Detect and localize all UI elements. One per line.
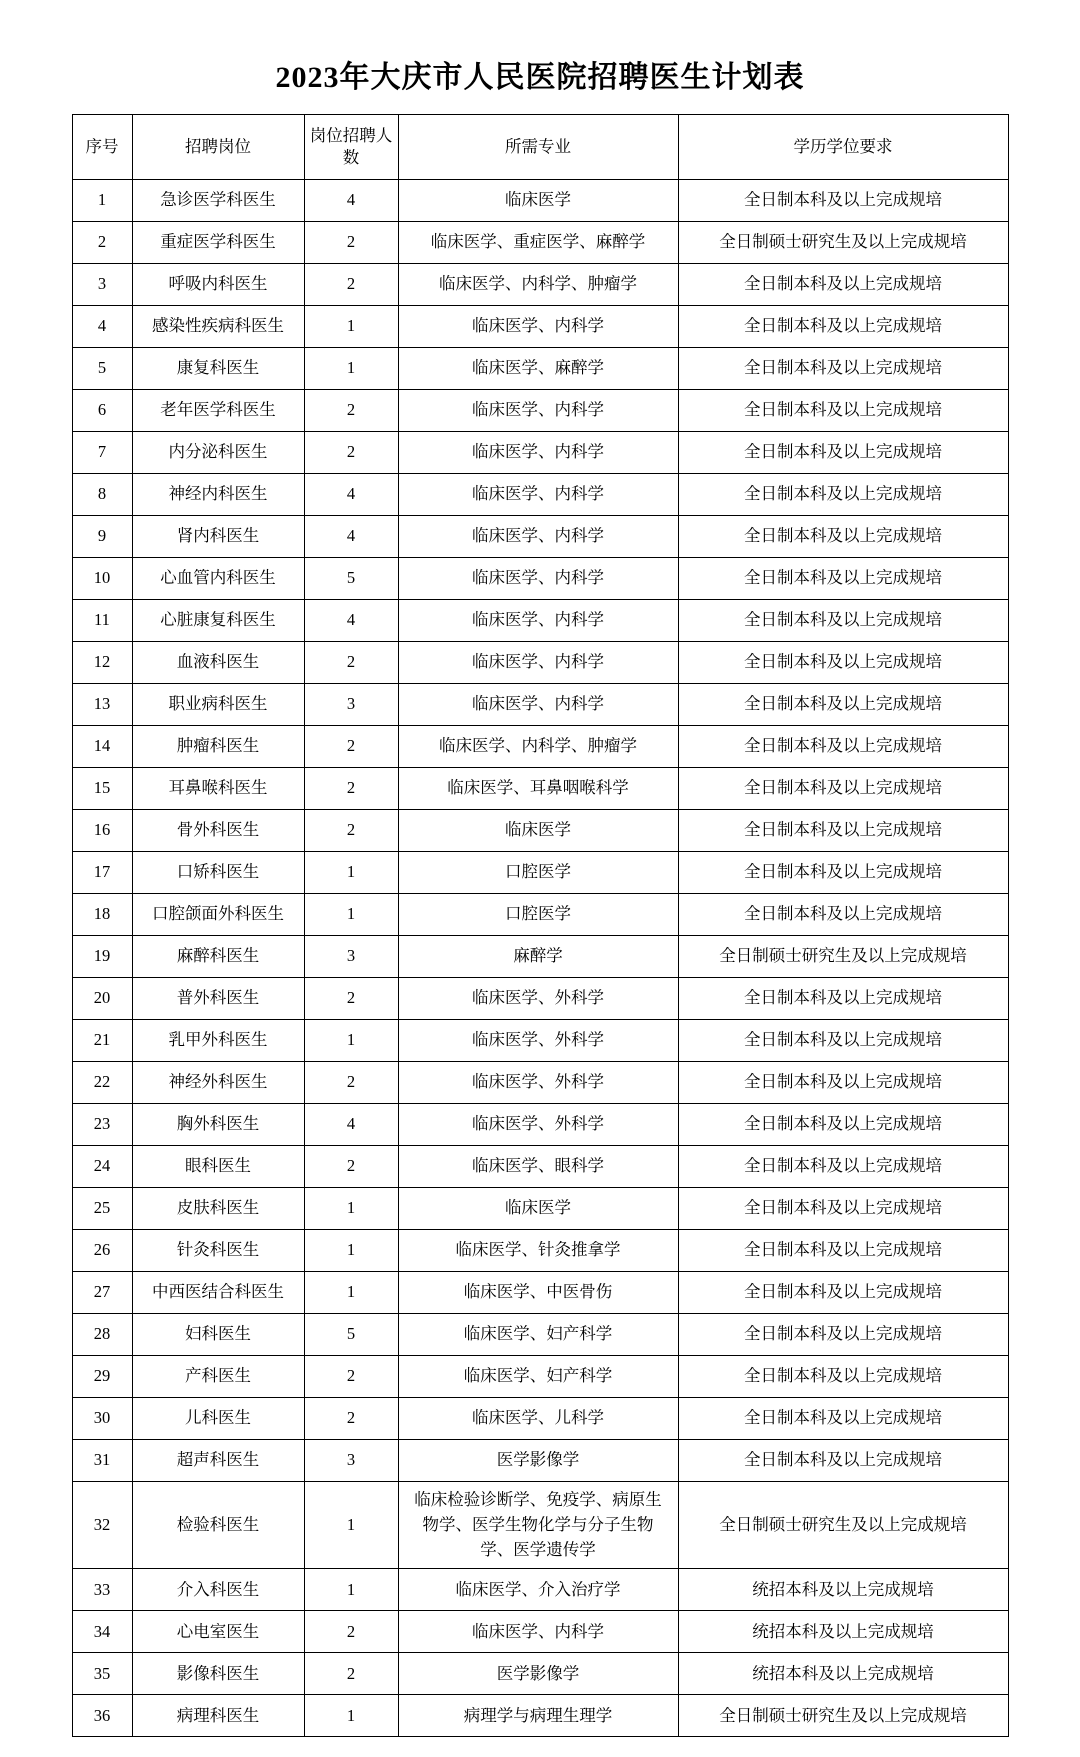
table-row bbox=[72, 516, 1008, 558]
cell-education: 全日制本科及以上完成规培 bbox=[678, 558, 1008, 600]
column-header-headcount: 岗位招聘人数 bbox=[304, 115, 398, 180]
table-row bbox=[72, 222, 1008, 264]
cell-index: 3 bbox=[72, 264, 132, 306]
cell-major: 临床医学、内科学 bbox=[398, 642, 678, 684]
cell-headcount: 2 bbox=[304, 768, 398, 810]
cell-post: 麻醉科医生 bbox=[132, 936, 304, 978]
column-header-index: 序号 bbox=[72, 115, 132, 180]
cell-major: 口腔医学 bbox=[398, 852, 678, 894]
cell-major: 临床医学、内科学 bbox=[398, 432, 678, 474]
cell-headcount: 4 bbox=[304, 516, 398, 558]
cell-major: 临床医学、介入治疗学 bbox=[398, 1569, 678, 1611]
table-row bbox=[72, 1482, 1008, 1569]
cell-headcount: 2 bbox=[304, 642, 398, 684]
cell-education: 全日制本科及以上完成规培 bbox=[678, 1398, 1008, 1440]
cell-education: 全日制本科及以上完成规培 bbox=[678, 1020, 1008, 1062]
cell-headcount: 3 bbox=[304, 1440, 398, 1482]
cell-headcount: 4 bbox=[304, 600, 398, 642]
cell-index: 8 bbox=[72, 474, 132, 516]
cell-index: 11 bbox=[72, 600, 132, 642]
cell-headcount: 2 bbox=[304, 432, 398, 474]
cell-education: 全日制硕士研究生及以上完成规培 bbox=[678, 1695, 1008, 1737]
cell-post: 心血管内科医生 bbox=[132, 558, 304, 600]
cell-education: 全日制本科及以上完成规培 bbox=[678, 1230, 1008, 1272]
cell-headcount: 1 bbox=[304, 1230, 398, 1272]
cell-post: 皮肤科医生 bbox=[132, 1188, 304, 1230]
cell-index: 36 bbox=[72, 1695, 132, 1737]
cell-index: 20 bbox=[72, 978, 132, 1020]
cell-index: 30 bbox=[72, 1398, 132, 1440]
cell-education: 全日制硕士研究生及以上完成规培 bbox=[678, 936, 1008, 978]
cell-headcount: 2 bbox=[304, 222, 398, 264]
cell-major: 临床医学、内科学 bbox=[398, 474, 678, 516]
table-row bbox=[72, 1230, 1008, 1272]
cell-education: 全日制本科及以上完成规培 bbox=[678, 306, 1008, 348]
cell-major: 医学影像学 bbox=[398, 1653, 678, 1695]
cell-index: 9 bbox=[72, 516, 132, 558]
cell-headcount: 5 bbox=[304, 1314, 398, 1356]
cell-education: 全日制硕士研究生及以上完成规培 bbox=[678, 1482, 1008, 1569]
cell-headcount: 3 bbox=[304, 684, 398, 726]
cell-post: 急诊医学科医生 bbox=[132, 180, 304, 222]
cell-index: 29 bbox=[72, 1356, 132, 1398]
page-title: 2023年大庆市人民医院招聘医生计划表 bbox=[275, 61, 805, 94]
cell-major: 临床医学、外科学 bbox=[398, 1104, 678, 1146]
cell-education: 全日制本科及以上完成规培 bbox=[678, 474, 1008, 516]
cell-headcount: 1 bbox=[304, 1020, 398, 1062]
cell-post: 介入科医生 bbox=[132, 1569, 304, 1611]
cell-major: 临床医学、内科学 bbox=[398, 516, 678, 558]
cell-headcount: 2 bbox=[304, 1356, 398, 1398]
cell-post: 胸外科医生 bbox=[132, 1104, 304, 1146]
cell-education: 全日制本科及以上完成规培 bbox=[678, 432, 1008, 474]
cell-index: 21 bbox=[72, 1020, 132, 1062]
cell-education: 全日制本科及以上完成规培 bbox=[678, 852, 1008, 894]
cell-major: 临床医学 bbox=[398, 1188, 678, 1230]
cell-post: 妇科医生 bbox=[132, 1314, 304, 1356]
table-row bbox=[72, 1569, 1008, 1611]
cell-major: 临床医学、妇产科学 bbox=[398, 1314, 678, 1356]
cell-headcount: 1 bbox=[304, 894, 398, 936]
cell-post: 呼吸内科医生 bbox=[132, 264, 304, 306]
cell-index: 17 bbox=[72, 852, 132, 894]
table-row bbox=[72, 894, 1008, 936]
cell-index: 1 bbox=[72, 180, 132, 222]
table-row bbox=[72, 1653, 1008, 1695]
cell-index: 35 bbox=[72, 1653, 132, 1695]
cell-headcount: 1 bbox=[304, 852, 398, 894]
cell-major: 临床医学、内科学 bbox=[398, 684, 678, 726]
table-row bbox=[72, 1146, 1008, 1188]
cell-major: 临床医学、内科学 bbox=[398, 390, 678, 432]
table-row bbox=[72, 600, 1008, 642]
cell-index: 10 bbox=[72, 558, 132, 600]
cell-index: 22 bbox=[72, 1062, 132, 1104]
cell-index: 26 bbox=[72, 1230, 132, 1272]
cell-education: 全日制本科及以上完成规培 bbox=[678, 1146, 1008, 1188]
cell-post: 心电室医生 bbox=[132, 1611, 304, 1653]
table-row bbox=[72, 180, 1008, 222]
cell-index: 24 bbox=[72, 1146, 132, 1188]
table-row bbox=[72, 1398, 1008, 1440]
cell-index: 32 bbox=[72, 1482, 132, 1569]
cell-post: 骨外科医生 bbox=[132, 810, 304, 852]
cell-headcount: 2 bbox=[304, 1398, 398, 1440]
cell-post: 超声科医生 bbox=[132, 1440, 304, 1482]
cell-headcount: 4 bbox=[304, 474, 398, 516]
cell-post: 产科医生 bbox=[132, 1356, 304, 1398]
cell-post: 针灸科医生 bbox=[132, 1230, 304, 1272]
cell-headcount: 2 bbox=[304, 264, 398, 306]
cell-post: 肾内科医生 bbox=[132, 516, 304, 558]
cell-post: 影像科医生 bbox=[132, 1653, 304, 1695]
cell-education: 全日制本科及以上完成规培 bbox=[678, 768, 1008, 810]
cell-index: 5 bbox=[72, 348, 132, 390]
cell-education: 全日制本科及以上完成规培 bbox=[678, 180, 1008, 222]
cell-post: 老年医学科医生 bbox=[132, 390, 304, 432]
table-row bbox=[72, 936, 1008, 978]
cell-major: 临床医学、内科学 bbox=[398, 306, 678, 348]
cell-major: 临床医学、针灸推拿学 bbox=[398, 1230, 678, 1272]
table-row bbox=[72, 1020, 1008, 1062]
table-row bbox=[72, 768, 1008, 810]
cell-headcount: 1 bbox=[304, 306, 398, 348]
cell-post: 耳鼻喉科医生 bbox=[132, 768, 304, 810]
cell-post: 内分泌科医生 bbox=[132, 432, 304, 474]
table-header-row bbox=[72, 115, 1008, 180]
table-row bbox=[72, 1314, 1008, 1356]
cell-headcount: 2 bbox=[304, 1062, 398, 1104]
cell-education: 全日制本科及以上完成规培 bbox=[678, 348, 1008, 390]
cell-education: 全日制本科及以上完成规培 bbox=[678, 1356, 1008, 1398]
cell-post: 中西医结合科医生 bbox=[132, 1272, 304, 1314]
recruitment-plan-table bbox=[72, 114, 1009, 1737]
cell-headcount: 2 bbox=[304, 390, 398, 432]
table-row bbox=[72, 1104, 1008, 1146]
cell-index: 25 bbox=[72, 1188, 132, 1230]
cell-index: 34 bbox=[72, 1611, 132, 1653]
cell-index: 28 bbox=[72, 1314, 132, 1356]
table-row bbox=[72, 474, 1008, 516]
cell-major: 临床医学 bbox=[398, 180, 678, 222]
cell-headcount: 4 bbox=[304, 1104, 398, 1146]
cell-major: 临床医学、内科学、肿瘤学 bbox=[398, 726, 678, 768]
cell-headcount: 5 bbox=[304, 558, 398, 600]
cell-post: 病理科医生 bbox=[132, 1695, 304, 1737]
table-row bbox=[72, 348, 1008, 390]
cell-post: 感染性疾病科医生 bbox=[132, 306, 304, 348]
cell-major: 临床医学、儿科学 bbox=[398, 1398, 678, 1440]
cell-index: 16 bbox=[72, 810, 132, 852]
cell-index: 23 bbox=[72, 1104, 132, 1146]
cell-education: 全日制硕士研究生及以上完成规培 bbox=[678, 222, 1008, 264]
cell-major: 临床医学、外科学 bbox=[398, 978, 678, 1020]
cell-education: 全日制本科及以上完成规培 bbox=[678, 1104, 1008, 1146]
cell-post: 神经内科医生 bbox=[132, 474, 304, 516]
cell-major: 临床医学、眼科学 bbox=[398, 1146, 678, 1188]
cell-headcount: 2 bbox=[304, 810, 398, 852]
cell-headcount: 1 bbox=[304, 1272, 398, 1314]
cell-index: 13 bbox=[72, 684, 132, 726]
cell-major: 临床医学、中医骨伤 bbox=[398, 1272, 678, 1314]
cell-post: 心脏康复科医生 bbox=[132, 600, 304, 642]
cell-index: 12 bbox=[72, 642, 132, 684]
cell-education: 统招本科及以上完成规培 bbox=[678, 1611, 1008, 1653]
table-row bbox=[72, 1188, 1008, 1230]
cell-education: 全日制本科及以上完成规培 bbox=[678, 1272, 1008, 1314]
cell-education: 全日制本科及以上完成规培 bbox=[678, 600, 1008, 642]
column-header-major: 所需专业 bbox=[398, 115, 678, 180]
cell-headcount: 2 bbox=[304, 978, 398, 1020]
cell-education: 全日制本科及以上完成规培 bbox=[678, 516, 1008, 558]
cell-education: 全日制本科及以上完成规培 bbox=[678, 810, 1008, 852]
cell-education: 全日制本科及以上完成规培 bbox=[678, 264, 1008, 306]
cell-headcount: 3 bbox=[304, 936, 398, 978]
cell-major: 临床医学、耳鼻咽喉科学 bbox=[398, 768, 678, 810]
table-row bbox=[72, 684, 1008, 726]
table-row bbox=[72, 264, 1008, 306]
cell-education: 统招本科及以上完成规培 bbox=[678, 1653, 1008, 1695]
cell-post: 职业病科医生 bbox=[132, 684, 304, 726]
cell-education: 全日制本科及以上完成规培 bbox=[678, 390, 1008, 432]
cell-major: 临床检验诊断学、免疫学、病原生物学、医学生物化学与分子生物学、医学遗传学 bbox=[398, 1482, 678, 1569]
cell-headcount: 2 bbox=[304, 1611, 398, 1653]
cell-headcount: 1 bbox=[304, 348, 398, 390]
cell-headcount: 4 bbox=[304, 180, 398, 222]
column-header-post: 招聘岗位 bbox=[132, 115, 304, 180]
cell-post: 口腔颌面外科医生 bbox=[132, 894, 304, 936]
cell-major: 临床医学、内科学 bbox=[398, 600, 678, 642]
cell-education: 全日制本科及以上完成规培 bbox=[678, 684, 1008, 726]
cell-headcount: 2 bbox=[304, 1146, 398, 1188]
cell-major: 医学影像学 bbox=[398, 1440, 678, 1482]
cell-index: 2 bbox=[72, 222, 132, 264]
cell-major: 口腔医学 bbox=[398, 894, 678, 936]
cell-index: 6 bbox=[72, 390, 132, 432]
cell-education: 全日制本科及以上完成规培 bbox=[678, 1440, 1008, 1482]
cell-headcount: 1 bbox=[304, 1569, 398, 1611]
cell-post: 康复科医生 bbox=[132, 348, 304, 390]
cell-education: 全日制本科及以上完成规培 bbox=[678, 1314, 1008, 1356]
cell-post: 眼科医生 bbox=[132, 1146, 304, 1188]
cell-major: 麻醉学 bbox=[398, 936, 678, 978]
cell-post: 普外科医生 bbox=[132, 978, 304, 1020]
cell-index: 19 bbox=[72, 936, 132, 978]
cell-index: 4 bbox=[72, 306, 132, 348]
cell-major: 临床医学、外科学 bbox=[398, 1062, 678, 1104]
table-row bbox=[72, 810, 1008, 852]
cell-post: 儿科医生 bbox=[132, 1398, 304, 1440]
cell-education: 全日制本科及以上完成规培 bbox=[678, 894, 1008, 936]
table-row bbox=[72, 642, 1008, 684]
cell-education: 全日制本科及以上完成规培 bbox=[678, 726, 1008, 768]
table-body bbox=[72, 180, 1008, 1737]
cell-major: 临床医学、内科学 bbox=[398, 558, 678, 600]
table-row bbox=[72, 1062, 1008, 1104]
cell-headcount: 1 bbox=[304, 1695, 398, 1737]
column-header-education: 学历学位要求 bbox=[678, 115, 1008, 180]
cell-index: 18 bbox=[72, 894, 132, 936]
cell-post: 乳甲外科医生 bbox=[132, 1020, 304, 1062]
cell-major: 临床医学、外科学 bbox=[398, 1020, 678, 1062]
cell-headcount: 1 bbox=[304, 1188, 398, 1230]
table-row bbox=[72, 1440, 1008, 1482]
cell-headcount: 1 bbox=[304, 1482, 398, 1569]
table-row bbox=[72, 390, 1008, 432]
cell-post: 口矫科医生 bbox=[132, 852, 304, 894]
table-row bbox=[72, 726, 1008, 768]
table-row bbox=[72, 306, 1008, 348]
cell-index: 33 bbox=[72, 1569, 132, 1611]
cell-index: 31 bbox=[72, 1440, 132, 1482]
cell-education: 全日制本科及以上完成规培 bbox=[678, 1188, 1008, 1230]
cell-major: 临床医学 bbox=[398, 810, 678, 852]
cell-index: 15 bbox=[72, 768, 132, 810]
cell-major: 临床医学、妇产科学 bbox=[398, 1356, 678, 1398]
table-row bbox=[72, 978, 1008, 1020]
cell-post: 检验科医生 bbox=[132, 1482, 304, 1569]
cell-education: 全日制本科及以上完成规培 bbox=[678, 1062, 1008, 1104]
cell-education: 全日制本科及以上完成规培 bbox=[678, 642, 1008, 684]
cell-education: 统招本科及以上完成规培 bbox=[678, 1569, 1008, 1611]
cell-headcount: 2 bbox=[304, 726, 398, 768]
table-row bbox=[72, 558, 1008, 600]
cell-index: 14 bbox=[72, 726, 132, 768]
cell-major: 临床医学、麻醉学 bbox=[398, 348, 678, 390]
table-row bbox=[72, 1611, 1008, 1653]
table-row bbox=[72, 432, 1008, 474]
cell-post: 神经外科医生 bbox=[132, 1062, 304, 1104]
cell-education: 全日制本科及以上完成规培 bbox=[678, 978, 1008, 1020]
cell-major: 临床医学、内科学 bbox=[398, 1611, 678, 1653]
cell-major: 临床医学、内科学、肿瘤学 bbox=[398, 264, 678, 306]
table-row bbox=[72, 852, 1008, 894]
table-row bbox=[72, 1695, 1008, 1737]
cell-major: 临床医学、重症医学、麻醉学 bbox=[398, 222, 678, 264]
cell-post: 血液科医生 bbox=[132, 642, 304, 684]
cell-post: 重症医学科医生 bbox=[132, 222, 304, 264]
cell-post: 肿瘤科医生 bbox=[132, 726, 304, 768]
cell-index: 27 bbox=[72, 1272, 132, 1314]
cell-headcount: 2 bbox=[304, 1653, 398, 1695]
table-row bbox=[72, 1356, 1008, 1398]
cell-index: 7 bbox=[72, 432, 132, 474]
table-header bbox=[72, 115, 1008, 180]
table-row bbox=[72, 1272, 1008, 1314]
cell-major: 病理学与病理生理学 bbox=[398, 1695, 678, 1737]
